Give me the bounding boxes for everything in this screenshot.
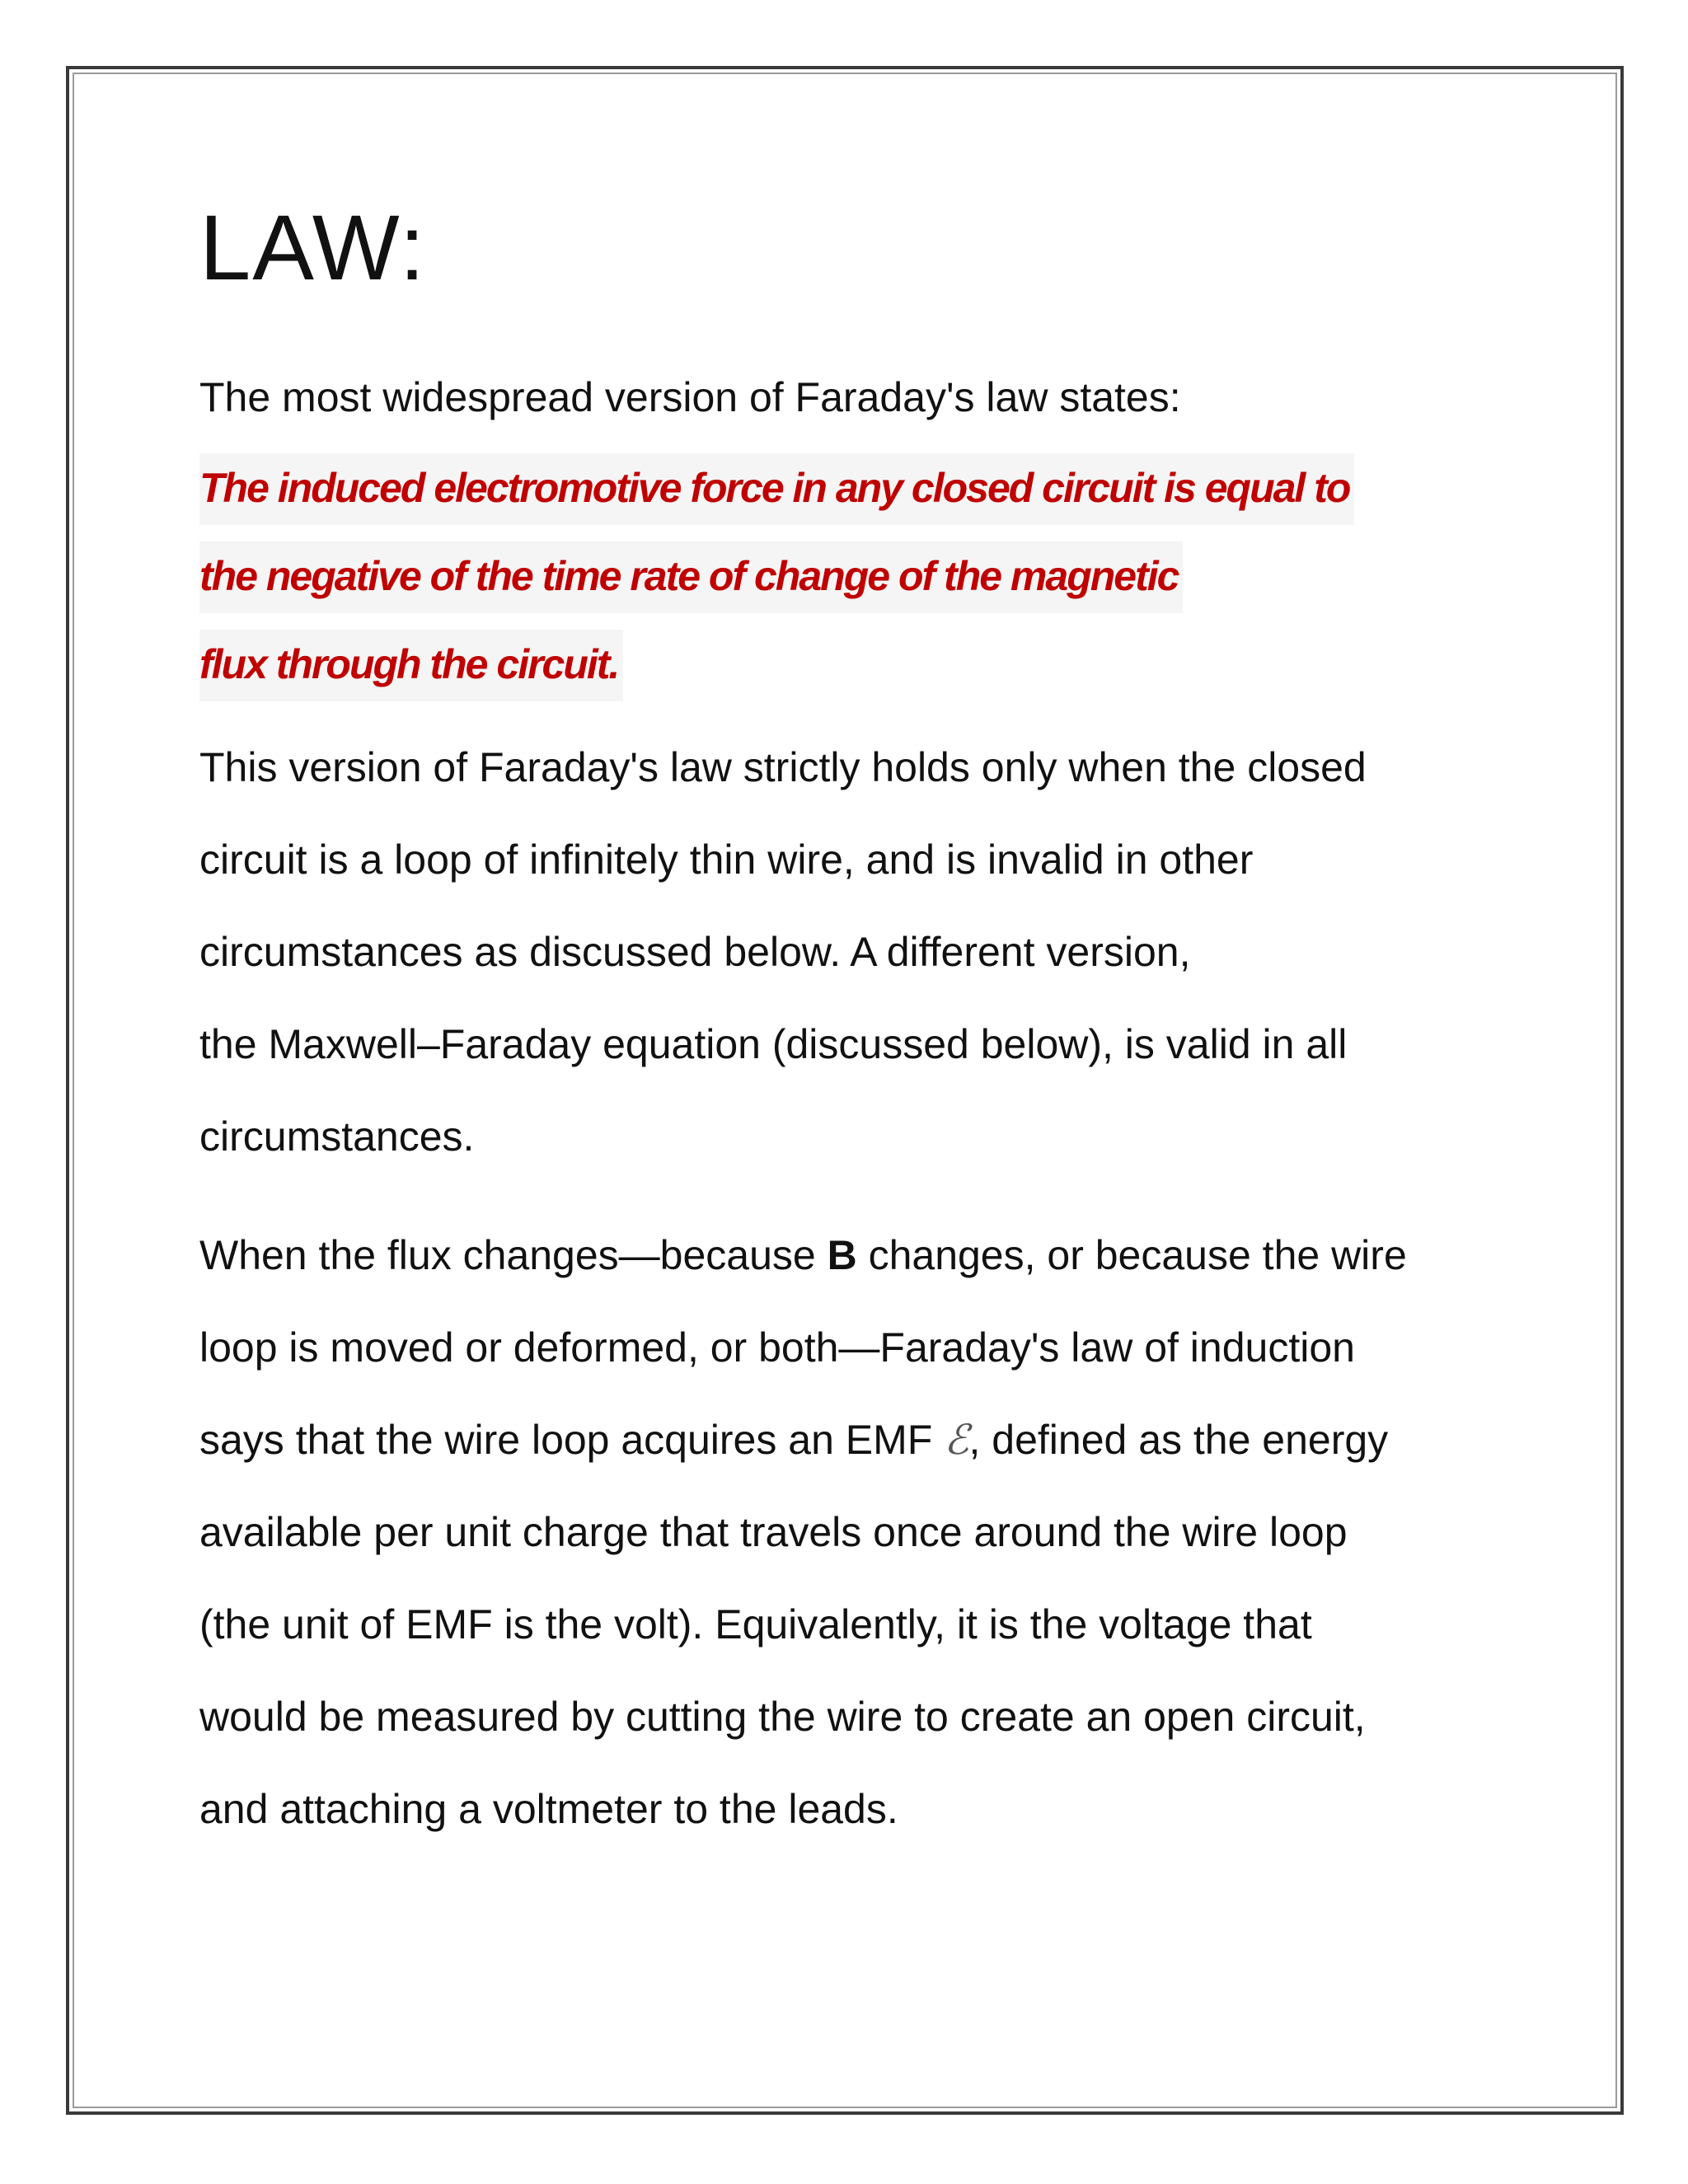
page-title: LAW: [199,196,427,299]
paragraph-emf [199,1209,1518,1855]
emf-symbol: ℰ [944,1416,969,1464]
paragraph-line: circumstances. [199,1113,475,1160]
paragraph-line [199,1209,1518,1301]
text-fragment: changes, or because the wire [856,1232,1407,1278]
paragraph-line: circumstances as discussed below. A different version, [199,929,1191,975]
text-fragment: says that the wire loop acquires an EMF [199,1417,945,1463]
paragraph-line: available per unit charge that travels once around the wire loop [199,1509,1348,1555]
paragraph-line: loop is moved or deformed, or both—Faraday's law of induction [199,1324,1355,1371]
intro-text: The most widespread version of Faraday's law states: [199,374,1181,420]
law-statement-line: flux through the circuit. [199,630,623,701]
paragraph-line: and attaching a voltmeter to the leads. [199,1786,898,1832]
paragraph-line: the Maxwell–Faraday equation (discussed below), is valid in all [199,1021,1348,1067]
document-content [199,196,1518,1855]
text-fragment: When the flux changes—because [199,1232,828,1278]
law-statement [199,453,1518,701]
paragraph-validity [199,721,1518,1183]
law-statement-line: The induced electromotive force in any closed circuit is equal to [199,453,1354,525]
magnetic-field-symbol: B [827,1232,857,1278]
paragraph-line [199,1394,1518,1486]
text-fragment: , defined as the energy [968,1417,1389,1463]
paragraph-line: would be measured by cutting the wire to create an open circuit, [199,1694,1366,1740]
paragraph-line: This version of Faraday's law strictly holds only when the closed [199,744,1367,790]
law-statement-line: the negative of the time rate of change of the magnetic [199,541,1183,613]
paragraph-line: (the unit of EMF is the volt). Equivalently, it is the voltage that [199,1601,1312,1647]
paragraph-line: circuit is a loop of infinitely thin wire, and is invalid in other [199,837,1254,883]
